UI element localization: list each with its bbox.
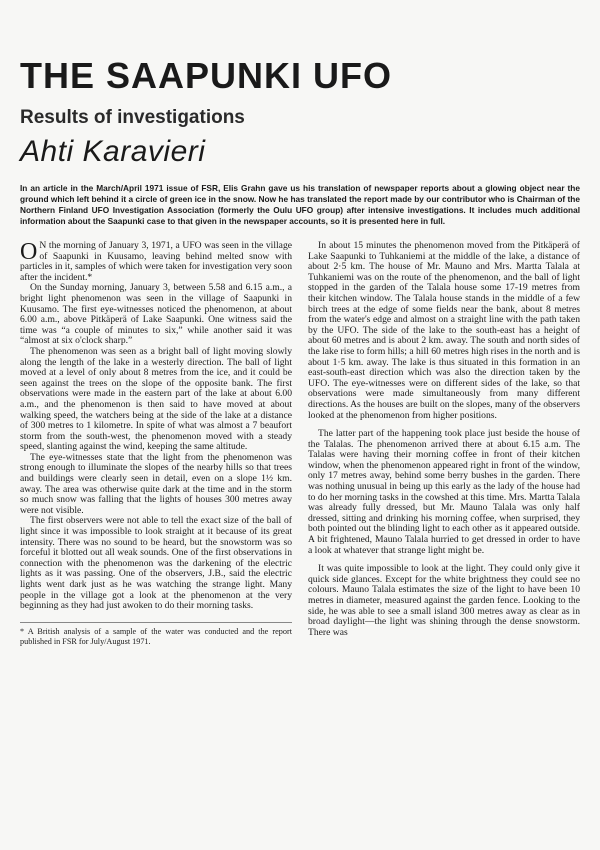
paragraph: It was quite impossible to look at the light. They could only give it quick side glances. Except for the white brightness they could see no colours. Mauno Talala estimates the size of the light to have been 10 metres in diameter, measured against the garden fence. Looking to the side, he was able to see a small island 300 metres away as clear as in broad daylight—the light was shining through the dense snowstorm. There was (308, 563, 580, 638)
right-column (308, 241, 580, 647)
footnote (20, 622, 292, 647)
paragraph (20, 241, 292, 283)
article-title: THE SAAPUNKI UFO (20, 55, 393, 96)
article-body (20, 241, 580, 647)
paragraph: The first observers were not able to tell the exact size of the ball of light since it was impossible to look straight at it because of its great intensity. There was no sound to be heard, but the snowstorm was so forceful it blotted out all weak sounds. One of the first observations in connection with the phenomenon was the darkening of the electric lights as it was passing. One of the observers, J.B., said the electric lights went dark just as he was watching the strange light. Many people in the village got a look at the phenomenon at the very beginning as they had just awoken to do their morning tasks. (20, 515, 292, 612)
paragraph: In about 15 minutes the phenomenon moved from the Pitkäperä of Lake Saapunki to Tuhkaniemi at the middle of the lake, a distance of about 2·5 km. The house of Mr. Mauno and Mrs. Martta Talala at Tuhkaniemi was on the route of the phenomenon, and the ball of light stopped in the garden of the Talala house some 17-19 metres from their kitchen window. The Talala house stands in the middle of a few birch trees at the edge of some fields near the bank, about 8 metres from the water's edge and almost on a straight line with the path taken by the UFO. The side of the lake to the south-east has a height of about 60 metres and is about 2 km. away. The south and north sides of the lake rise to form hills; a hill 60 metres high rises in the north and is about 1·5 km. away. The lake is thus situated in this formation in an east-south-east direction which was also the direction taken by the UFO. The eye-witnesses were on different sides of the lake, so that observations were made simultaneously from many different directions. As the houses are built on the slopes, many of the observers looked at the phenomenon from higher positions. (308, 240, 580, 421)
left-column (20, 241, 292, 647)
paragraph: On the Sunday morning, January 3, between 5.58 and 6.15 a.m., a bright light phenomenon was seen in the village of Saapunki in Kuusamo. The first eye-witnesses noticed the phenomenon, at about 6.00 a.m., above Pitkäperä of Lake Saapunki. One witness said the time was “a couple of minutes to six,” while another said it was “almost at six o'clock sharp.” (20, 282, 292, 347)
paragraph: The eye-witnesses state that the light from the phenomenon was strong enough to illuminate the slopes of the nearby hills so that trees and buildings were clearly seen in detail, even on a slope 1½ km. away. The area was otherwise quite dark at the time and in the storm so much snow was falling that the lights of houses 300 metres away were not visible. (20, 451, 292, 516)
article-page (20, 30, 580, 647)
article-intro: In an article in the March/April 1971 issue of FSR, Elis Grahn gave us his translation of newspaper reports about a glowing object near the ground which left behind it a circle of green ice in the snow. Now he has translated the report made by our contributor who is Chairman of the Northern Finland UFO Investigation Association (formerly the Oulu UFO group) after intensive investigations. It includes much additional information about the Saapunki case to that given in the newspaper accounts, so it is presented here in full. (20, 183, 580, 226)
article-author: Ahti Karavieri (20, 135, 206, 168)
paragraph: The phenomenon was seen as a bright ball of light moving slowly along the length of the lake in a westerly direction. The ball of light moved at a level of only about 8 metres from the ice, and it could be seen against the trees on the slope of the opposite bank. The first observations were made in the eastern part of the lake at about 6.00 a.m., and the phenomenon is then said to have moved at about walking speed, the watchers being at the side of the lake at a distance of 300 metres to 1 kilometre. In spite of what was almost a 7 beaufort storm from the south-west, the phenomenon moved with a steady speed, slanting against the wind, keeping the same altitude. (20, 345, 292, 453)
drop-cap: O (20, 239, 38, 265)
article-subtitle: Results of investigations (20, 107, 245, 128)
paragraph: The latter part of the happening took place just beside the house of the Talalas. The phenomenon arrived there at about 6.15 a.m. The Talalas were having their morning coffee in front of their kitchen window, when the phenomenon appeared right in front of the window, only 17 metres away, behind some berry bushes in the garden. There was nothing unusual in being up this early as the lady of the house had to do her morning tasks in the cowshed at this time. Mrs. Martta Talala was already fully dressed, but Mr. Mauno Talala was only half dressed, sitting and drinking his morning coffee, when surprised, they both pointed out the blinding light to each other as it appeared outside. A bit frightened, Mauno Talala hurried to get dressed in order to have a look at whatever that strange light might be. (308, 428, 580, 556)
footnote-text: * A British analysis of a sample of the water was conducted and the report published in FSR for July/August 1971. (20, 626, 292, 646)
paragraph-text: N the morning of January 3, 1971, a UFO was seen in the village of Saapunki in Kuusamo, leaving behind melted snow with particles in it, samples of which were taken for investigation very soon after the incident.* (20, 240, 292, 283)
